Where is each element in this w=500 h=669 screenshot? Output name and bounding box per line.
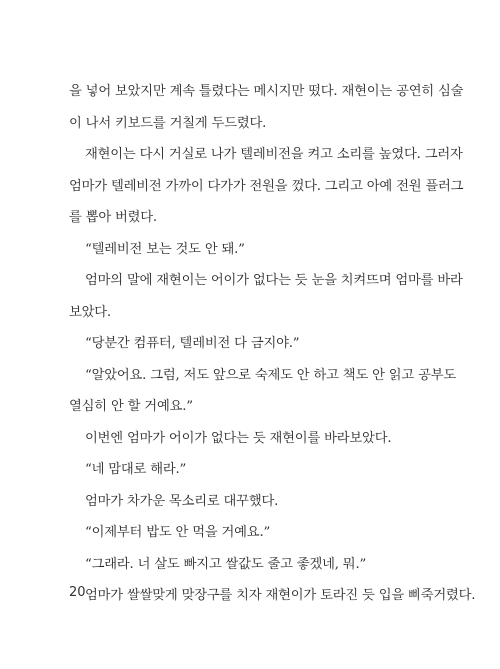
- text-line: 엄마의 말에 재현이는 어이가 없다는 듯 눈을 치켜뜨며 엄마를 바라: [85, 273, 463, 288]
- text-line: 엄마가 차가운 목소리로 대꾸했다.: [85, 493, 279, 509]
- text-line: 엄마가 쌀쌀맞게 맞장구를 치자 재현이가 토라진 듯 입을 삐죽거렸다.: [85, 588, 476, 603]
- text-line: “그래라. 너 살도 빠지고 쌀값도 줄고 좋겠네, 뭐.”: [85, 556, 367, 572]
- text-line: “네 맘대로 해라.”: [85, 462, 187, 477]
- text-line: 재현이는 다시 거실로 나가 텔레비전을 켜고 소리를 높였다. 그러자: [85, 147, 463, 162]
- text-line: 엄마가 텔레비전 가까이 다가가 전원을 껐다. 그리고 아예 전원 플러그: [69, 178, 464, 194]
- page-number: 20: [69, 585, 86, 600]
- text-line: 열심히 안 할 거예요.”: [69, 399, 193, 414]
- text-line: 이번엔 엄마가 어이가 없다는 듯 재현이를 바라보았다.: [85, 430, 392, 446]
- text-line: 보았다.: [69, 304, 111, 320]
- body-text: [69, 76, 476, 612]
- text-line: “이제부터 밥도 안 먹을 거예요.”: [85, 525, 271, 540]
- text-line: 를 뽑아 버렸다.: [69, 210, 157, 225]
- text-line: 을 넣어 보았지만 계속 틀렸다는 메시지만 떴다. 재현이는 공연히 심술: [69, 84, 464, 99]
- text-line: “텔레비전 보는 것도 안 돼.”: [85, 241, 245, 257]
- text-line: “당분간 컴퓨터, 텔레비전 다 금지야.”: [85, 336, 300, 351]
- text-line: “알았어요. 그럼, 저도 앞으로 숙제도 안 하고 책도 안 읽고 공부도: [85, 367, 457, 383]
- text-line: 이 나서 키보드를 거칠게 두드렸다.: [69, 115, 267, 131]
